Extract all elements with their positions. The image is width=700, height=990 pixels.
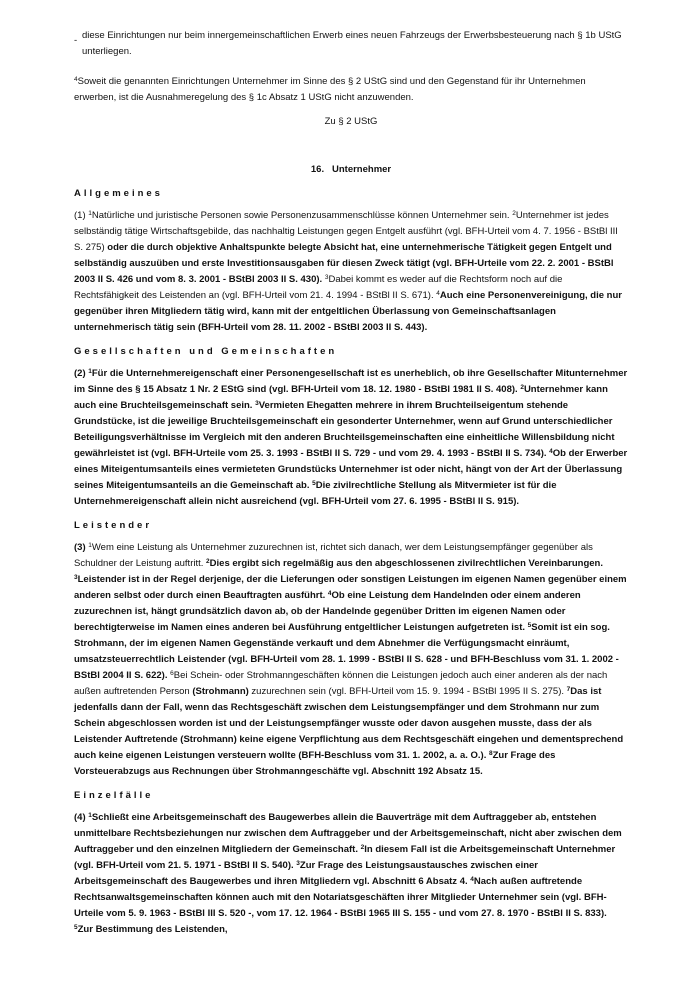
- sentence-number: 6: [170, 670, 174, 677]
- sentence-number: 2: [512, 210, 516, 217]
- sentence-number: 4: [549, 448, 553, 455]
- paragraph-number: (2): [74, 368, 89, 379]
- sentence: Vermieten Ehegatten mehrere in ihrem Bruchteilseigentum stehende Grundstücke, ist die jeweilige Bruchteilsgemeinschaft ein gesonderter Unternehmer, wenn auf Grund unterschiedlicher Beteiligungsverhältnisse im Vergleich mit den anderen Bruchteilsgemeinschaften eine einheitliche Willensbildung nicht gewährleistet ist (vgl. BFH-Urteile vom 25. 3. 1993 - BStBl II S. 729 - und vom 29. 4. 1993 - BStBl II S. 734).: [74, 400, 615, 459]
- sentence-bold: Zur Frage des Vorsteuerabzugs aus Rechnungen über Strohmanngeschäfte vgl. Abschnitt 192 Absatz 15.: [74, 750, 556, 777]
- bullet-marker: -: [74, 35, 78, 46]
- paragraph-number: (4): [74, 812, 89, 823]
- sentence-number: 3: [324, 274, 329, 281]
- sentence-bold: Auch eine Personenvereinigung, die nur gegenüber ihren Mitgliedern tätig wird, kann mit der entgeltlichen Überlassung von Gemeinschaftsanlagen unternehmerisch tätig sein (BFH-Urteil vom 28. 11. 2002 - BStBl 2003 II S. 443).: [74, 290, 622, 333]
- heading-allgemeines: Allgemeines: [74, 188, 163, 199]
- sentence-bold: (Strohmann): [192, 686, 249, 697]
- sentence: Ob der Erwerber eines Miteigentumsanteils eines vermieteten Grundstücks Unternehmer ist oder nicht, hängt von der Art der Überlassung seines Miteigentumsanteils an die Gemeinschaft ab.: [74, 448, 628, 491]
- paragraph-number: (3): [74, 542, 89, 553]
- chapter-title: 16. Unternehmer: [310, 164, 392, 175]
- sentence-number: 8: [488, 750, 493, 757]
- paragraph-2: [74, 366, 628, 510]
- heading-gesellschaften: Gesellschaften und Gemeinschaften: [74, 346, 338, 357]
- paragraph-4-text: Soweit die genannten Einrichtungen Unternehmer im Sinne des § 2 UStG sind und den Gegenstand für ihr Unternehmen erwerben, ist die Ausnahmeregelung des § 1c Absatz 1 UStG nicht anzuwenden.: [74, 76, 586, 103]
- sentence: Unternehmer kann auch eine Bruchteilsgemeinschaft sein.: [74, 384, 608, 411]
- sentence-number: 7: [566, 686, 571, 693]
- paragraph-4-einzelfaelle: [74, 810, 628, 938]
- sentence-bold: Ob eine Leistung dem Handelnden oder einem anderen zuzurechnen ist, hängt grundsätzlich davon ab, ob der Handelnde gegenüber Dritten im eigenen Namen oder berechtigterweise im Namen eines anderen bei Ausführung entgeltlicher Leistungen aufgetreten ist.: [74, 590, 581, 633]
- sentence-bold: Somit ist ein sog. Strohmann, der im eigenen Namen Gegenstände verkauft und dem Abnehmer die Verfügungsmacht einräumt, umsatzsteuerrechtlich Leistender (vgl. BFH-Urteil vom 28. 1. 1999 - BStBl II S. 628 - und BFH-Beschluss vom 31. 1. 2002 - BStBl 2004 II S. 622).: [74, 622, 619, 681]
- sentence-number: 2: [206, 558, 210, 565]
- sentence: Wem eine Leistung als Unternehmer zuzurechnen ist, richtet sich danach, wer dem Leistungsempfänger gegenüber als Schuldner der Leistung auftritt.: [74, 542, 593, 569]
- bullet-item: [74, 28, 628, 60]
- sentence-bold: oder die durch objektive Anhaltspunkte belegte Absicht hat, eine unternehmerische Tätigkeit gegen Entgelt und selbständig auszuüben und erste Investitionsausgaben für diesen Zweck tätigt (vgl. BFH-Urteile vom 22. 2. 2001 - BStBl 2003 II S. 426 und vom 8. 3. 2001 - BStBl 2003 II S. 430).: [74, 242, 614, 285]
- sentence-bold: Leistender ist in der Regel derjenige, der die Lieferungen oder sonstigen Leistungen im eigenen Namen gegenüber einem anderen selbst oder durch einen Beauftragten ausführt.: [74, 574, 627, 601]
- sentence: Nach außen auftretende Rechtsanwaltsgemeinschaften können auch mit den Notariatsgeschäften ihrer Mitglieder Unternehmer sein (vgl. BFH-Urteile vom 5. 9. 1963 - BStBl III S. 520 -, vom 17. 12. 1964 - BStBl 1965 III S. 155 - und vom 27. 8. 1970 - BStBl II S. 833).: [74, 876, 607, 919]
- sentence: Zur Bestimmung des Leistenden,: [77, 924, 228, 935]
- sentence-number: 4: [470, 876, 474, 883]
- sentence-bold: Das ist jedenfalls dann der Fall, wenn das Rechtsgeschäft zwischen dem Leistungsempfänger und dem Strohmann nur zum Schein abgeschlossen worden ist und der Leistungsempfänger wusste oder davon ausgehen musste, dass der als Leistender Auftretende (Strohmann) keine eigene Verpflichtung aus dem Rechtsgeschäft eingehen und dementsprechend auch keine eigenen Leistungen versteuern wollte (BFH-Beschluss vom 31. 1. 2002, a. a. O.).: [74, 686, 624, 761]
- sentence: Die zivilrechtliche Stellung als Mitvermieter ist für die Unternehmereigenschaft allein nicht ausreichend (vgl. BFH-Urteil vom 27. 6. 1995 - BStBl II S. 915).: [74, 480, 557, 507]
- sentence-number: 2: [520, 384, 524, 391]
- paragraph-1: [74, 208, 628, 336]
- sentence: Schließt eine Arbeitsgemeinschaft des Baugewerbes allein die Bauverträge mit dem Auftraggeber ab, entstehen unmittelbare Rechtsbeziehungen nur zwischen dem Auftraggeber und der Arbeitsgemeinschaft, nicht aber zwischen dem Auftraggeber und den einzelnen Mitgliedern der Gemeinschaft.: [74, 812, 622, 855]
- sentence: zuzurechnen sein (vgl. BFH-Urteil vom 15. 9. 1994 - BStBl 1995 II S. 275).: [248, 686, 567, 697]
- sentence-number: 5: [74, 924, 78, 931]
- sentence-number: 2: [360, 844, 365, 851]
- sentence-number: 3: [74, 574, 78, 581]
- sentence: In diesem Fall ist die Arbeitsgemeinschaft Unternehmer (vgl. BFH-Urteil vom 21. 5. 1971 - BStBl II S. 540).: [74, 844, 616, 871]
- paragraph-3: [74, 540, 628, 780]
- sentence-bold: Dies ergibt sich regelmäßig aus den abgeschlossenen zivilrechtlichen Vereinbarungen.: [209, 558, 603, 569]
- sentence-number: 4: [327, 590, 332, 597]
- sentence-number: 1: [88, 210, 92, 217]
- sentence: Bei Schein- oder Strohmanngeschäften können die Leistungen jedoch auch einer anderen als der nach außen auftretenden Person: [74, 670, 608, 697]
- sentence-number: 1: [88, 368, 92, 375]
- sentence-number: 3: [255, 400, 259, 407]
- sentence-number: 5: [312, 480, 316, 487]
- heading-einzelfaelle: Einzelfälle: [74, 790, 154, 801]
- bullet-text: diese Einrichtungen nur beim innergemeinschaftlichen Erwerb eines neuen Fahrzeugs der Erwerbsbesteuerung nach § 1b UStG unterliegen.: [82, 30, 622, 57]
- heading-leistender: Leistender: [74, 520, 153, 531]
- sentence: Natürliche und juristische Personen sowie Personenzusammenschlüsse können Unternehmer sein.: [91, 210, 513, 221]
- sentence-number: 1: [88, 812, 92, 819]
- sentence-number: 5: [527, 622, 532, 629]
- section-title: Zu § 2 UStG: [324, 116, 378, 127]
- sentence: Für die Unternehmereigenschaft einer Personengesellschaft ist es unerheblich, ob ihre Gesellschafter Mitunternehmer im Sinne des § 15 Absatz 1 Nr. 2 EStG sind (vgl. BFH-Urteil vom 18. 12. 1980 - BStBl 1981 II S. 408).: [74, 368, 628, 395]
- sentence: Zur Frage des Leistungsaustausches zwischen einer Arbeitsgemeinschaft des Baugewerbes und ihren Mitgliedern vgl. Abschnitt 6 Absatz 4.: [74, 860, 538, 887]
- paragraph-number: (1): [74, 210, 89, 221]
- sentence-number: 3: [296, 860, 300, 867]
- sentence-number: 4: [74, 76, 78, 83]
- sentence-number: 4: [436, 290, 440, 297]
- sentence: Unternehmer ist jedes selbständig tätige Wirtschaftsgebilde, das nachhaltig Leistungen gegen Entgelt ausführt (vgl. BFH-Urteil vom 4. 7. 1956 - BStBl III S. 275): [74, 210, 618, 253]
- sentence-number: 1: [88, 542, 92, 549]
- paragraph-4: [74, 74, 628, 106]
- sentence: Dabei kommt es weder auf die Rechtsform noch auf die Rechtsfähigkeit des Leistenden an (vgl. BFH-Urteil vom 21. 4. 1994 - BStBl II S. 671).: [74, 274, 563, 301]
